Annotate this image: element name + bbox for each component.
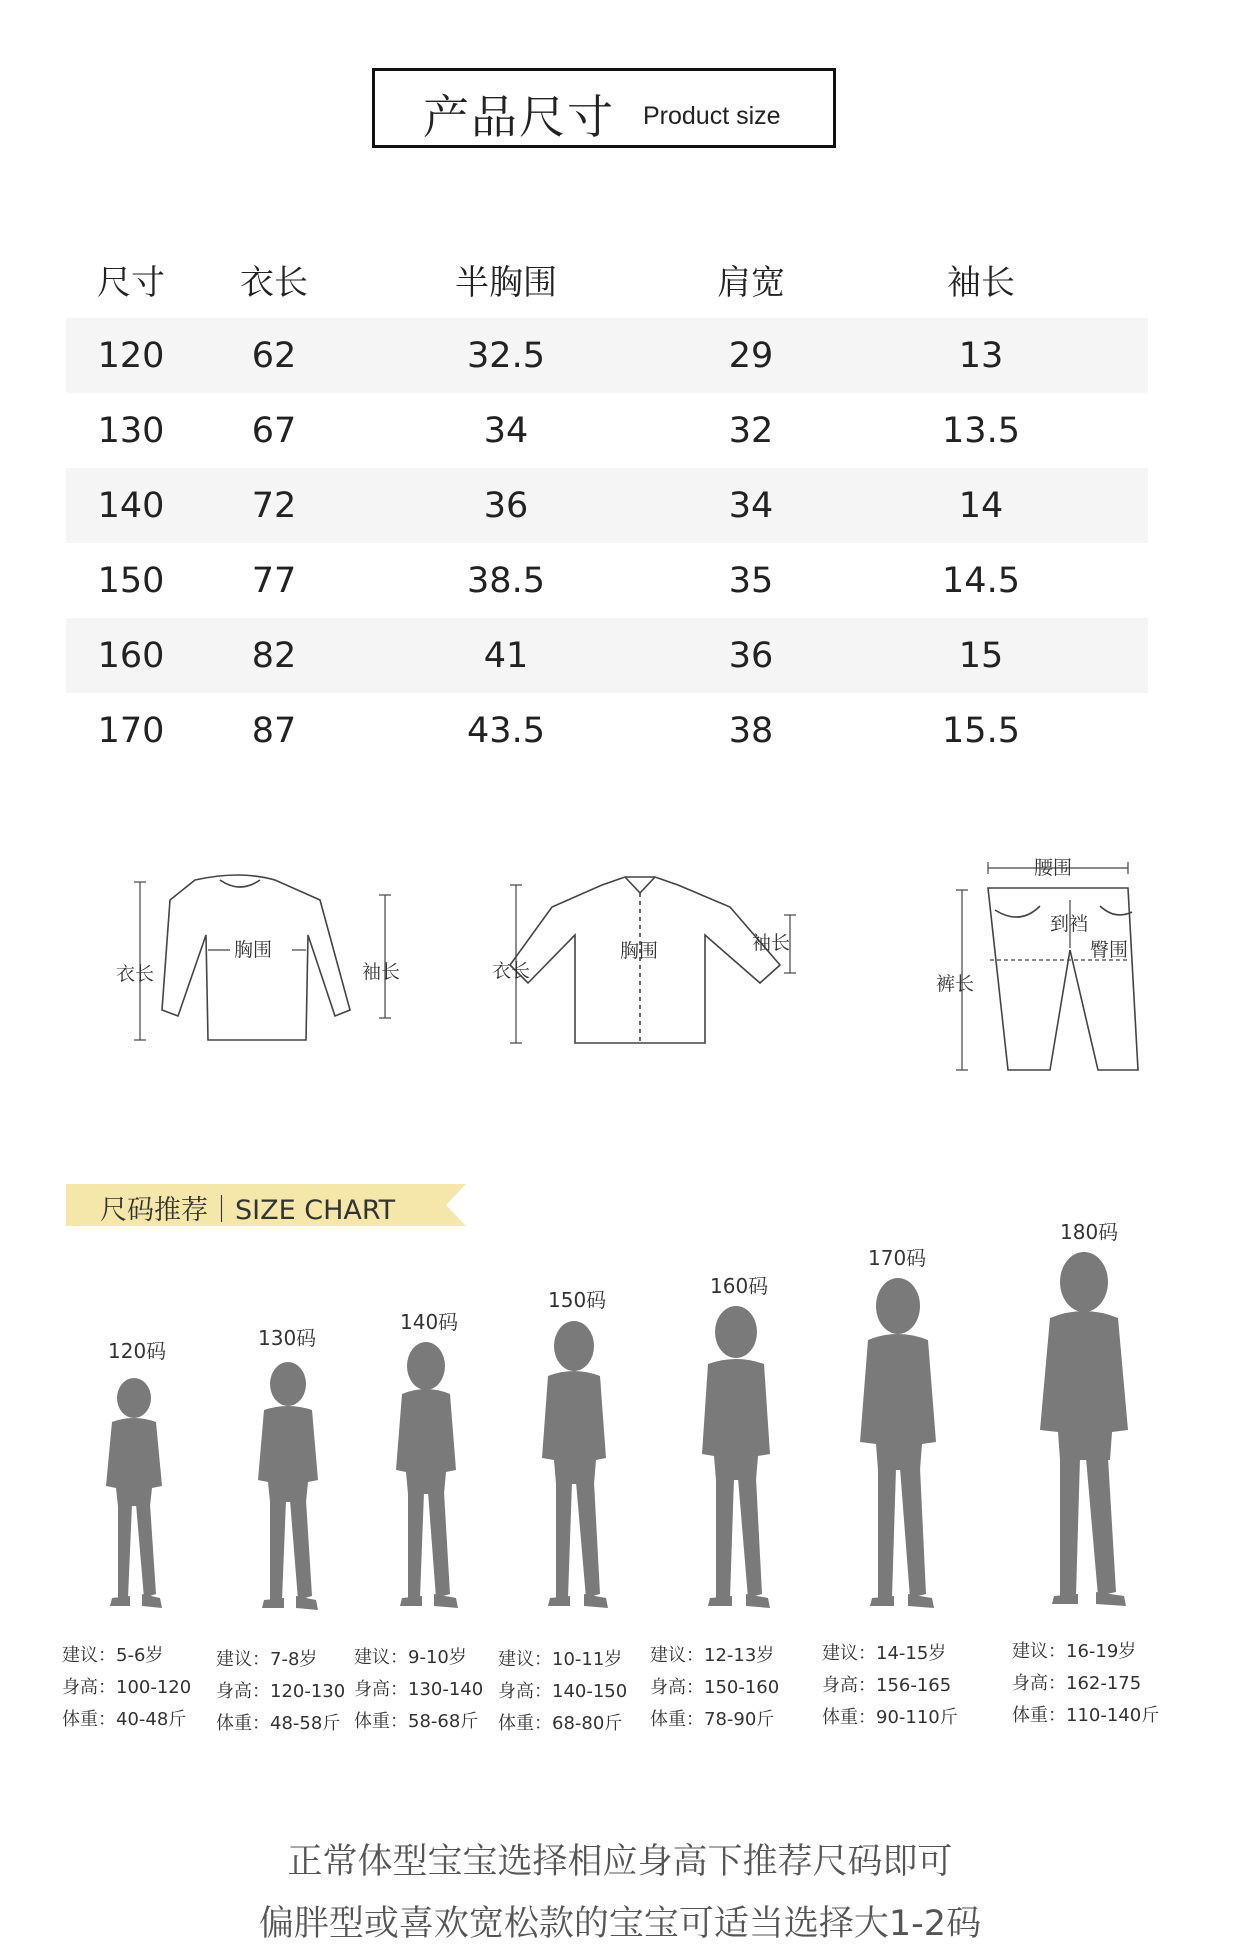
table-cell: 130 [97, 410, 165, 451]
kid-age: 建议：5-6岁 [62, 1645, 164, 1666]
kid-height: 身高：150-160 [650, 1677, 780, 1698]
kid-180 [1012, 1200, 1192, 1760]
kid-160 [650, 1200, 810, 1760]
kid-weight: 体重：40-48斤 [62, 1709, 187, 1730]
header-half-chest: 半胸围 [455, 262, 557, 303]
table-cell: 34 [728, 485, 774, 526]
header-length: 衣长 [240, 262, 308, 303]
child-silhouette-icon [82, 1376, 182, 1616]
table-row [66, 618, 1148, 693]
header-size: 尺寸 [97, 262, 165, 303]
table-cell: 32 [728, 410, 774, 451]
size-recommendations [0, 1200, 1240, 1760]
kid-weight: 体重：58-68斤 [354, 1711, 479, 1732]
kid-weight: 体重：110-140斤 [1012, 1705, 1160, 1726]
table-cell: 150 [97, 560, 165, 601]
sweater-length-label: 衣长 [116, 963, 155, 985]
kid-size-label: 160码 [710, 1274, 769, 1298]
kid-age: 建议：14-15岁 [822, 1643, 947, 1664]
table-cell: 87 [251, 710, 297, 751]
child-silhouette-icon [376, 1340, 476, 1620]
table-row [66, 393, 1148, 468]
kid-150 [498, 1200, 648, 1760]
kid-age: 建议：16-19岁 [1012, 1641, 1137, 1662]
kid-140 [354, 1200, 494, 1760]
table-cell: 41 [483, 635, 529, 676]
table-cell: 82 [251, 635, 297, 676]
table-cell: 120 [97, 335, 165, 376]
kid-height: 身高：162-175 [1012, 1673, 1142, 1694]
kid-age: 建议：12-13岁 [650, 1645, 775, 1666]
kid-info [498, 1644, 627, 1740]
table-cell: 77 [251, 560, 297, 601]
kid-height: 身高：140-150 [498, 1681, 628, 1702]
table-cell: 35 [728, 560, 774, 601]
note-normal: 正常体型宝宝选择相应身高下推荐尺码即可 [287, 1842, 953, 1882]
kid-170 [822, 1200, 992, 1760]
note-loose: 偏胖型或喜欢宽松款的宝宝可适当选择大1-2码 [258, 1904, 982, 1944]
kid-age: 建议：10-11岁 [498, 1649, 623, 1670]
kid-weight: 体重：90-110斤 [822, 1707, 958, 1728]
table-cell: 170 [97, 710, 165, 751]
header-sleeve: 袖长 [947, 262, 1015, 303]
kid-130 [216, 1200, 356, 1760]
table-cell: 72 [251, 485, 297, 526]
table-cell: 32.5 [467, 335, 545, 376]
product-size-title [372, 68, 836, 148]
kid-weight: 体重：48-58斤 [216, 1713, 341, 1734]
kid-size-label: 170码 [868, 1246, 927, 1270]
pants-length-label: 裤长 [936, 973, 975, 995]
title-chinese: 产品尺寸 [423, 90, 615, 144]
table-cell: 38 [728, 710, 774, 751]
kid-size-label: 120码 [108, 1339, 167, 1363]
table-cell: 13.5 [942, 410, 1020, 451]
table-cell: 14.5 [942, 560, 1020, 601]
shirt-sleeve-label: 袖长 [752, 932, 791, 954]
table-cell: 160 [97, 635, 165, 676]
kid-size-label: 150码 [548, 1288, 607, 1312]
pants-hip-label: 臀围 [1090, 939, 1129, 961]
kid-info [62, 1640, 191, 1736]
sweater-sleeve-label: 袖长 [362, 961, 401, 983]
kid-size-label: 140码 [400, 1310, 459, 1334]
kid-info [1012, 1636, 1159, 1732]
table-cell: 15 [958, 635, 1004, 676]
kid-info [216, 1644, 345, 1740]
child-silhouette-icon [522, 1318, 626, 1620]
table-cell: 36 [728, 635, 774, 676]
pants-diagram [900, 850, 1150, 1090]
table-cell: 29 [728, 335, 774, 376]
table-header-row [66, 240, 1148, 318]
title-english: Product size [643, 102, 781, 130]
table-cell: 34 [483, 410, 529, 451]
table-cell: 140 [97, 485, 165, 526]
kid-age: 建议：7-8岁 [216, 1649, 318, 1670]
kid-height: 身高：120-130 [216, 1681, 346, 1702]
kid-weight: 体重：68-80斤 [498, 1713, 623, 1734]
table-row [66, 318, 1148, 393]
table-row [66, 543, 1148, 618]
kid-info [354, 1642, 483, 1738]
measurement-diagrams [0, 850, 1240, 1090]
pants-crotch-label: 到裆 [1050, 913, 1089, 935]
sweater-chest-label: 胸围 [234, 939, 273, 961]
kid-age: 建议：9-10岁 [354, 1647, 467, 1668]
child-silhouette-icon [840, 1276, 956, 1620]
kid-120 [62, 1200, 202, 1760]
size-table [66, 240, 1148, 768]
table-cell: 43.5 [467, 710, 545, 751]
table-cell: 15.5 [942, 710, 1020, 751]
pants-waist-label: 腰围 [1034, 857, 1073, 879]
kid-height: 身高：156-165 [822, 1675, 952, 1696]
child-silhouette-icon [236, 1360, 336, 1620]
shirt-diagram [490, 865, 810, 1065]
table-cell: 62 [251, 335, 297, 376]
child-silhouette-icon [680, 1304, 790, 1620]
table-cell: 14 [958, 485, 1004, 526]
header-shoulder: 肩宽 [717, 262, 785, 303]
table-cell: 13 [958, 335, 1004, 376]
kid-info [822, 1638, 958, 1734]
table-row [66, 468, 1148, 543]
shirt-chest-label: 胸围 [620, 940, 659, 962]
kid-height: 身高：130-140 [354, 1679, 484, 1700]
table-cell: 67 [251, 410, 297, 451]
table-cell: 38.5 [467, 560, 545, 601]
table-cell: 36 [483, 485, 529, 526]
kid-size-label: 130码 [258, 1326, 317, 1350]
kid-info [650, 1640, 779, 1736]
table-row [66, 693, 1148, 768]
sweater-diagram [110, 860, 410, 1060]
kid-weight: 体重：78-90斤 [650, 1709, 775, 1730]
size-chart-title: 尺码推荐｜SIZE CHART [100, 1195, 396, 1226]
kid-height: 身高：100-120 [62, 1677, 192, 1698]
child-silhouette-icon [1018, 1250, 1148, 1620]
shirt-length-label: 衣长 [492, 960, 531, 982]
kid-size-label: 180码 [1060, 1220, 1119, 1244]
